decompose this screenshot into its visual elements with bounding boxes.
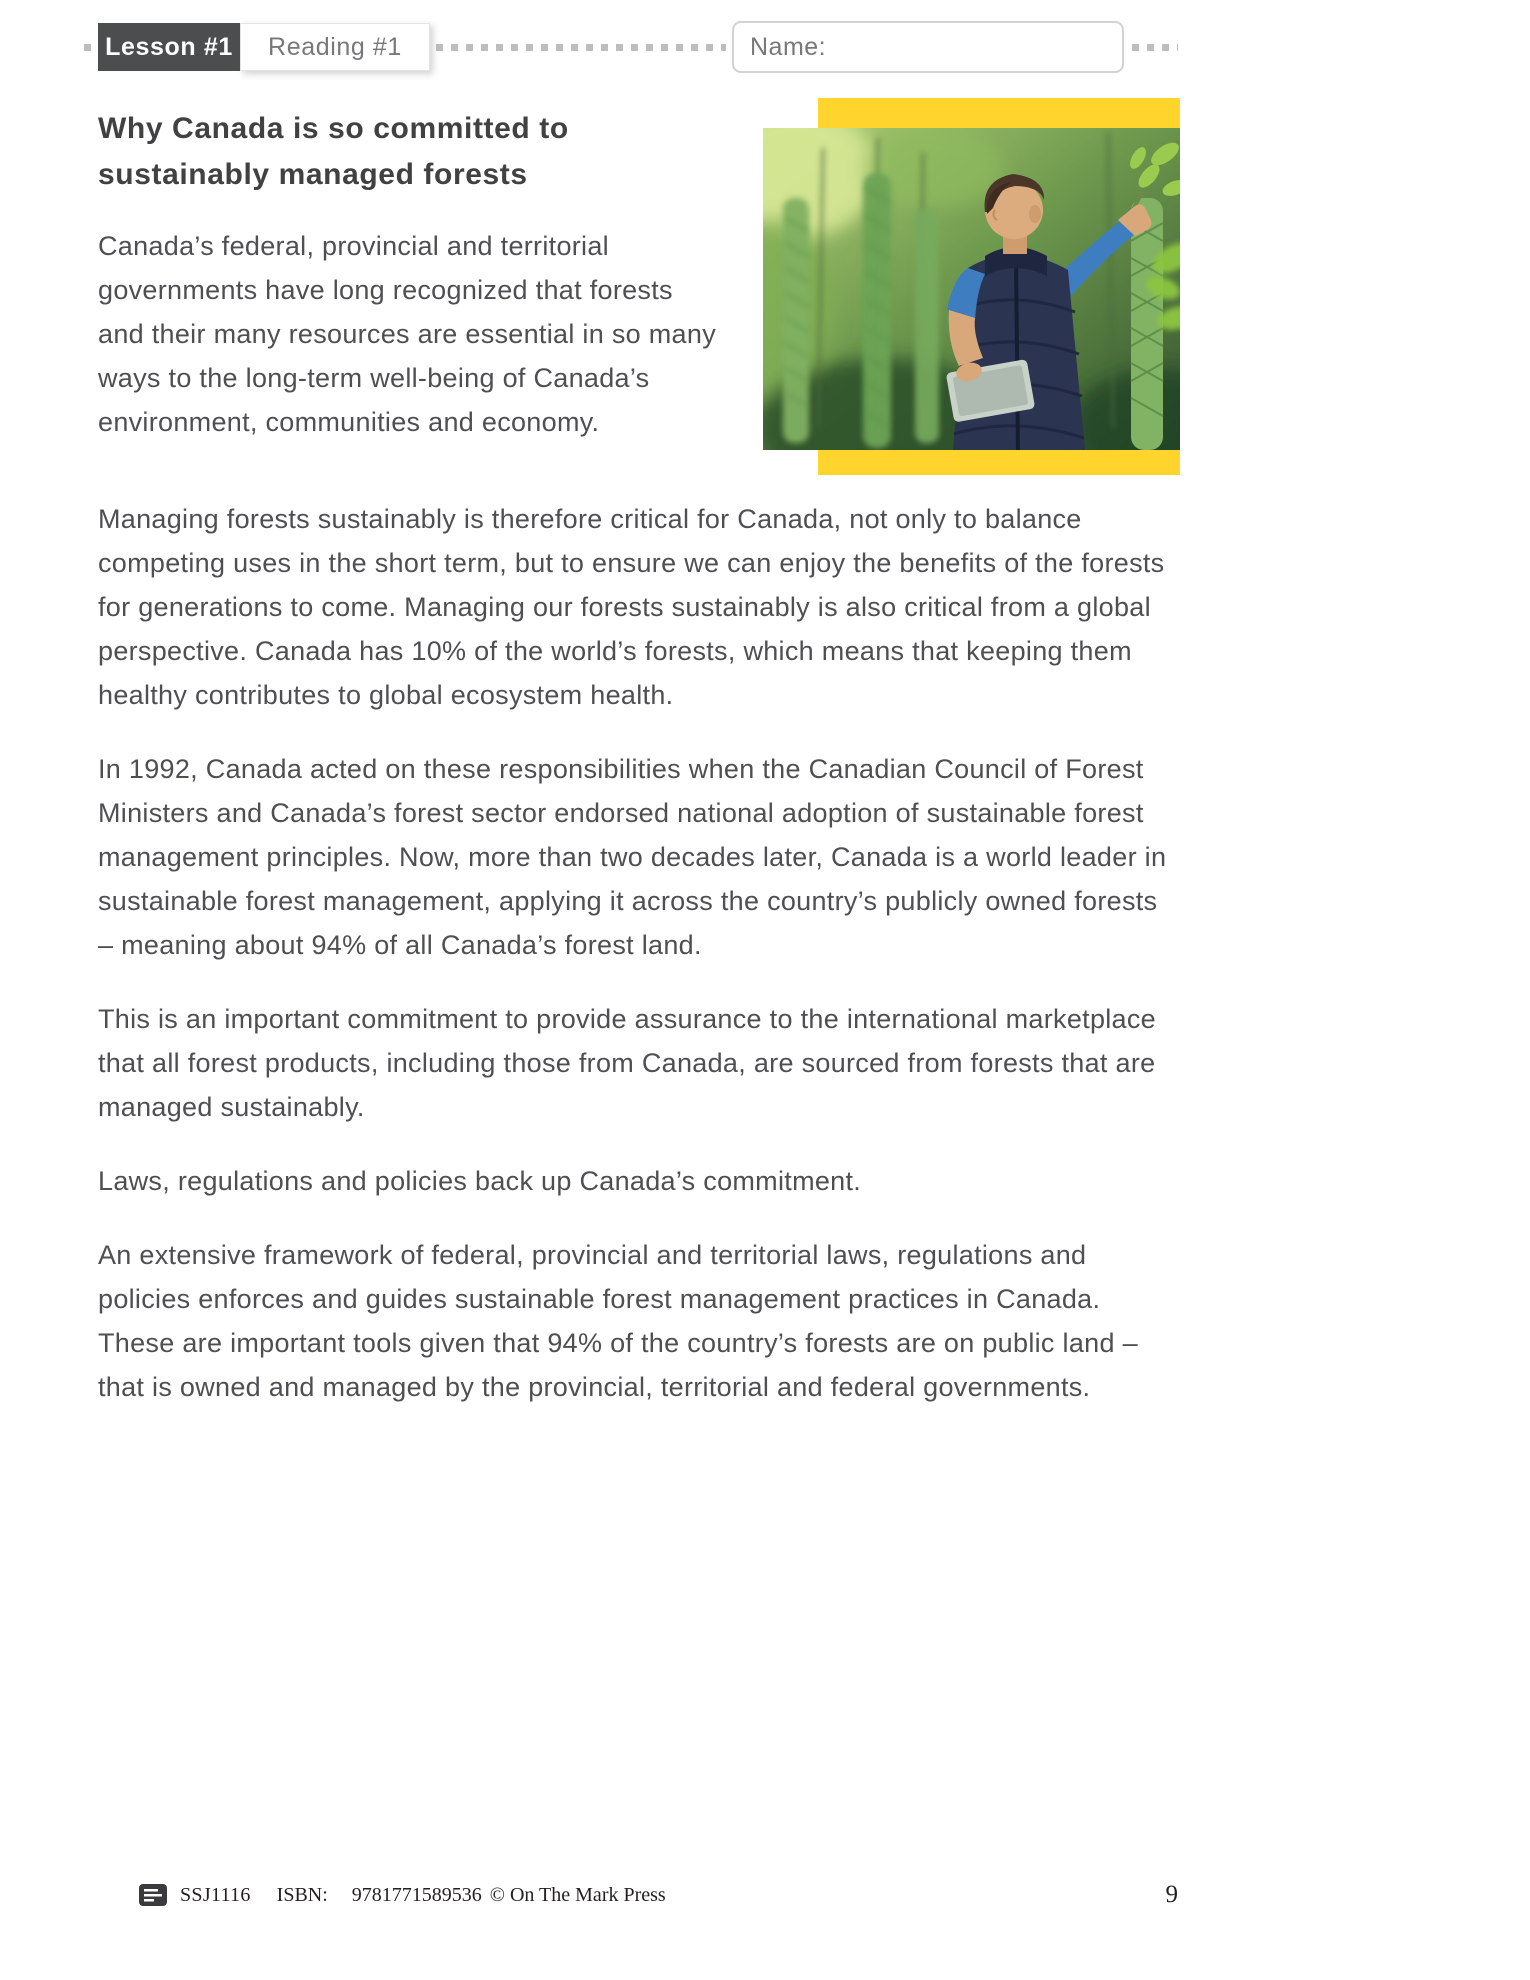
dotted-line-middle — [436, 44, 726, 51]
dotted-line-right — [1132, 44, 1178, 51]
forest-photo-illustration — [763, 128, 1180, 450]
paragraph-5: Laws, regulations and policies back up Canada’s commitment. — [98, 1166, 862, 1196]
lesson-tab: Lesson #1 — [98, 23, 240, 71]
reading-tab: Reading #1 — [240, 23, 430, 71]
forest-worker-photo — [763, 128, 1180, 450]
document-icon — [138, 1883, 168, 1907]
paragraph-3: In 1992, Canada acted on these responsibilities when the Canadian Council of Forest Ministers and Canada’s forest sector endorsed national adoption of sustainable forest management principles. Now, more than two decades later, Canada is a world leader in sustainable forest management, applying it across the country’s publicly owned forests – meaning about 94% of all Canada’s forest land. — [98, 754, 1167, 960]
photo-block — [763, 98, 1180, 475]
article — [98, 98, 1180, 1439]
paragraph-1: Canada’s federal, provincial and territorial governments have long recognized that forests and their many resources are essential in so many ways to the long-term well-being of Canada’s environment, communities and economy. — [98, 231, 716, 437]
paragraph-2: Managing forests sustainably is therefore critical for Canada, not only to balance competing uses in the short term, but to ensure we can enjoy the benefits of the forests for generations to come. Managing our forests sustainably is also critical from a global perspective. Canada has 10% of the world’s forests, which means that keeping them healthy contributes to global ecosystem health. — [98, 504, 1165, 710]
page-footer — [138, 1878, 1178, 1912]
page-number: 9 — [1165, 1881, 1178, 1908]
name-field[interactable] — [732, 21, 1124, 73]
product-code: SSJ1116 — [180, 1883, 251, 1906]
paragraph-4: This is an important commitment to provide assurance to the international marketplace that all forest products, including those from Canada, are sourced from forests that are managed sustainably. — [98, 1004, 1156, 1122]
dotted-line-left — [84, 44, 96, 51]
name-label: Name: — [750, 32, 827, 61]
page-header — [84, 22, 1178, 72]
article-title: Why Canada is so committed to sustainably managed forests — [98, 112, 569, 191]
copyright: © On The Mark Press — [489, 1883, 666, 1906]
isbn-number: 9781771589536 — [351, 1883, 482, 1906]
isbn-label: ISBN: — [276, 1883, 328, 1906]
paragraph-6: An extensive framework of federal, provincial and territorial laws, regulations and policies enforces and guides sustainable forest management practices in Canada. These are important tools given that 94% of the country’s forests are on public land – that is owned and managed by the provincial, territorial and federal governments. — [98, 1240, 1138, 1402]
